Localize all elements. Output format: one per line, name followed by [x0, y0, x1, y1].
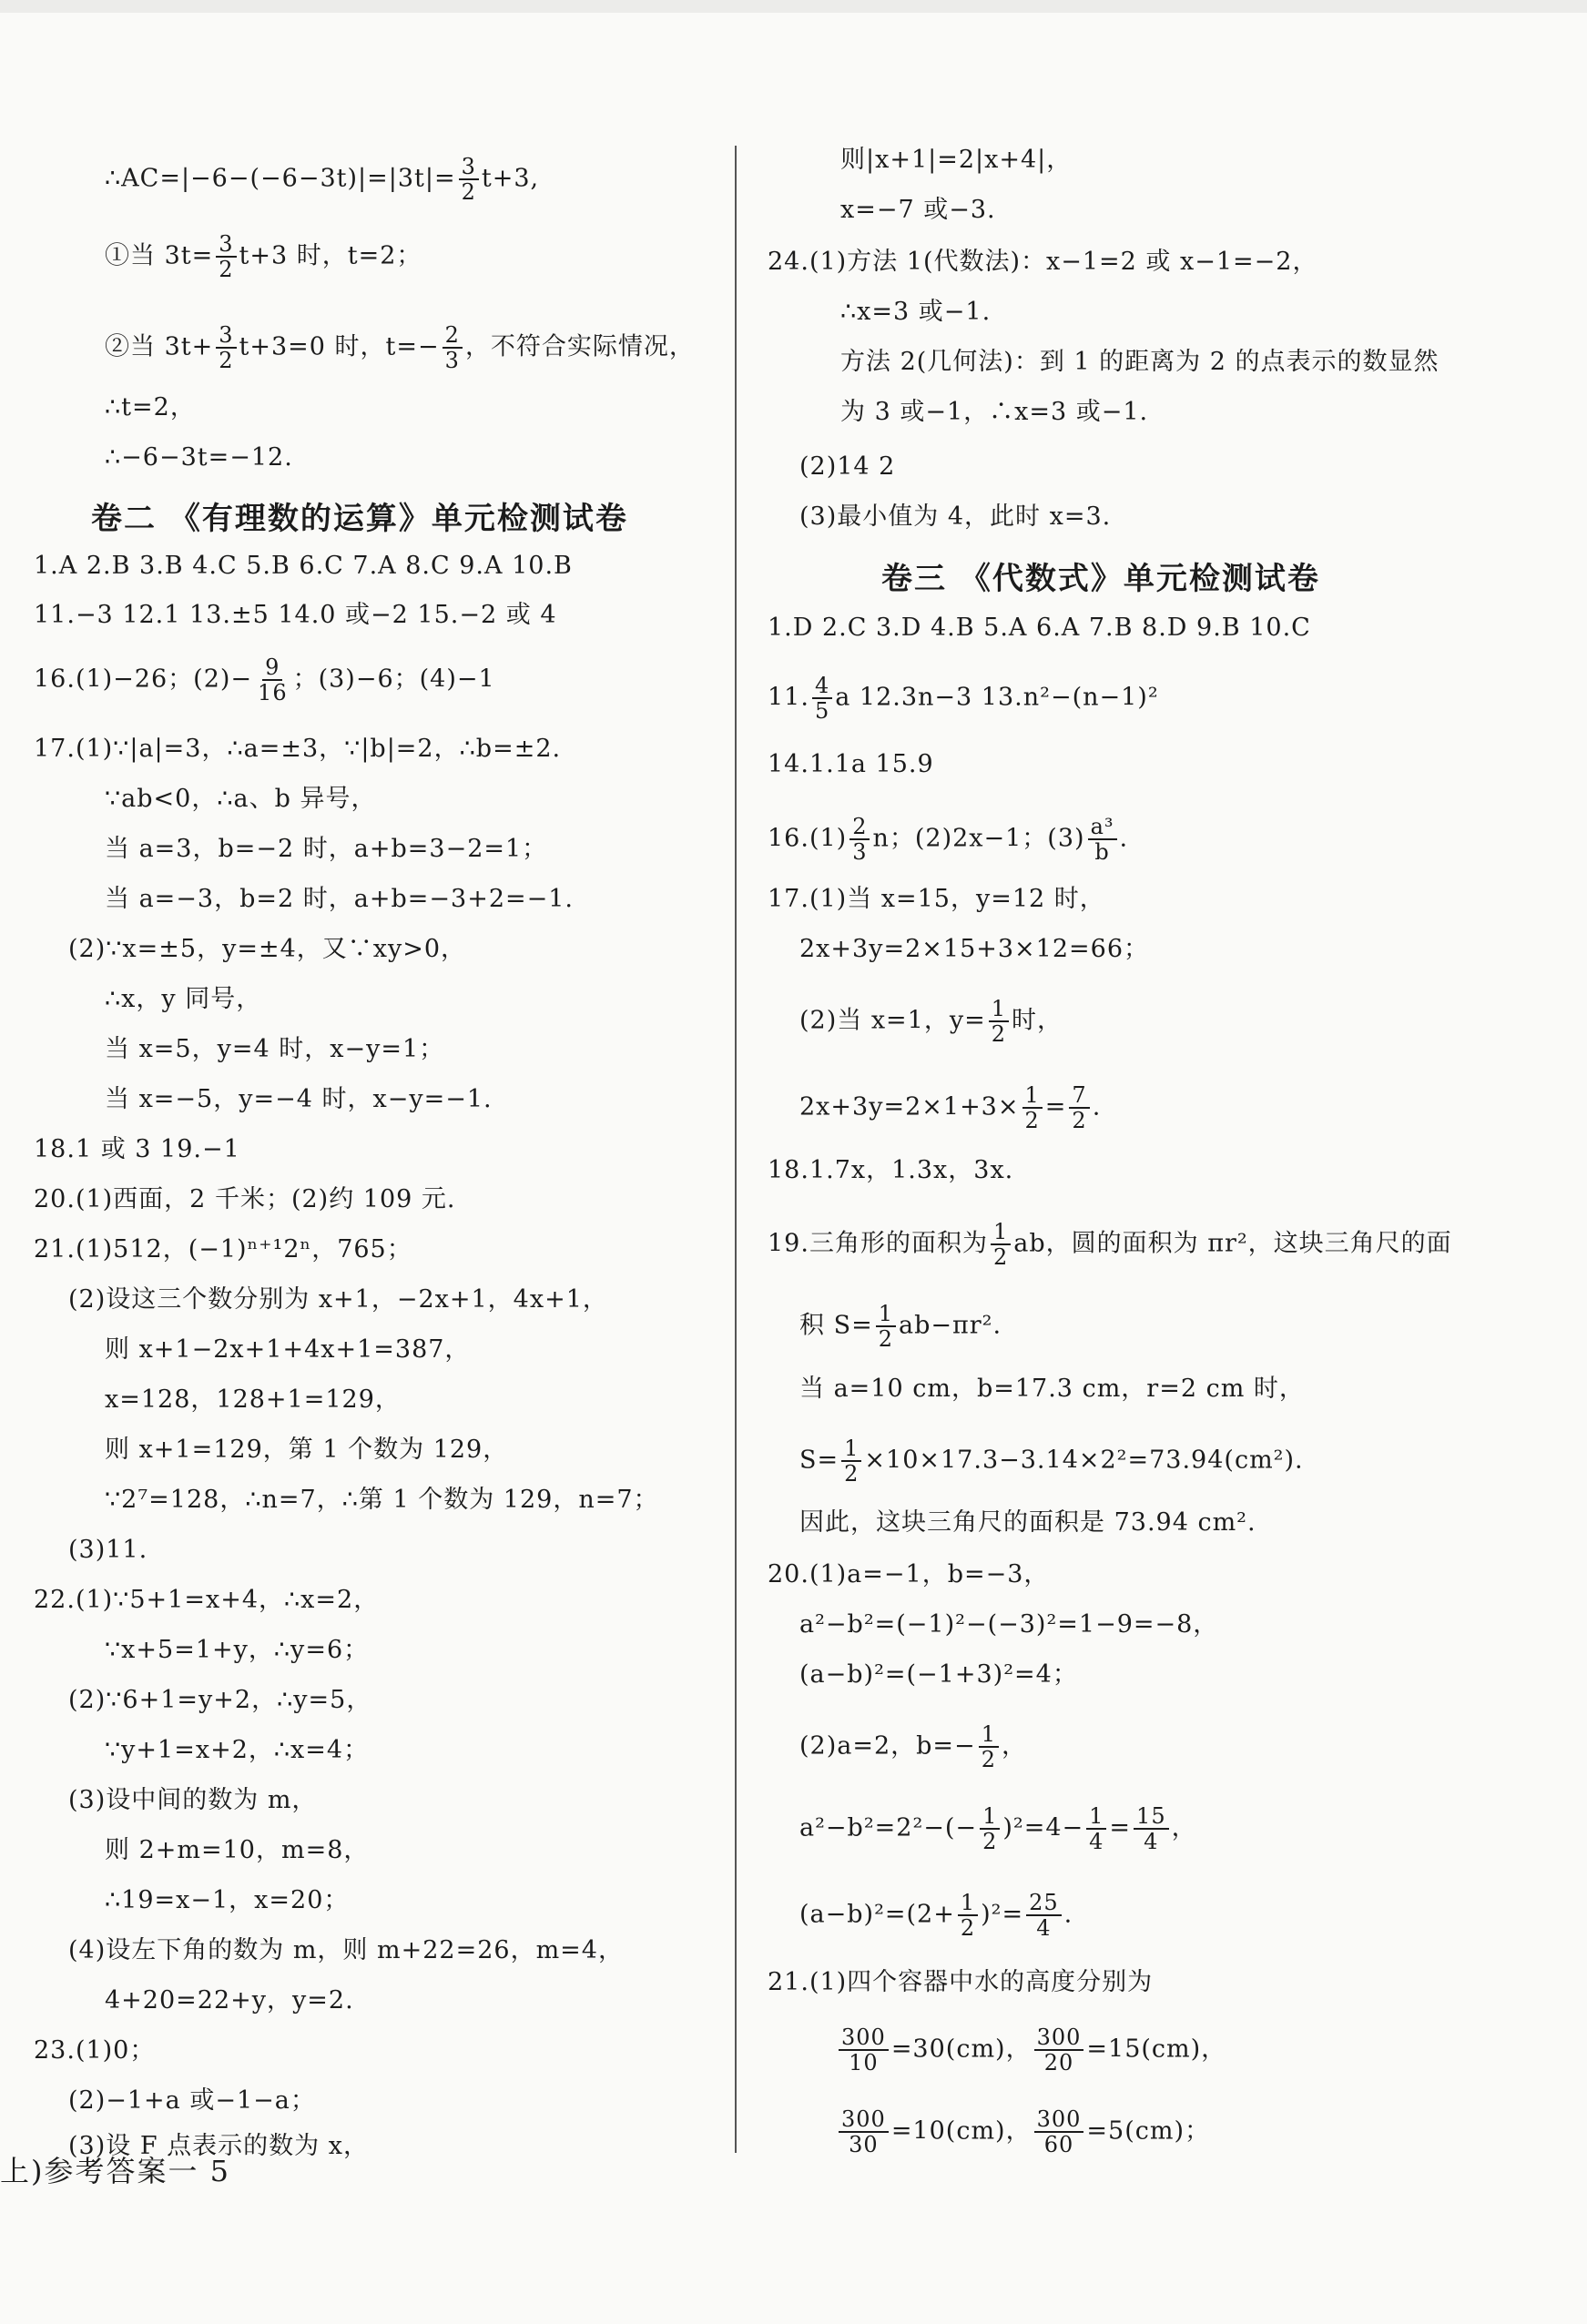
column-divider	[735, 146, 737, 2153]
text-line: 1.D 2.C 3.D 4.B 5.A 6.A 7.B 8.D 9.B 10.C	[768, 614, 1311, 642]
text-line: 为 3 或−1，∴x=3 或−1.	[840, 398, 1149, 426]
text-line: 20.(1)a=−1，b=−3，	[768, 1560, 1050, 1588]
text-line: 18.1.7x，1.3x，3x.	[768, 1156, 1014, 1184]
text-line: 当 a=−3，b=2 时，a+b=−3+2=−1.	[105, 885, 575, 913]
text-line: 20.(1)西面，2 千米；(2)约 109 元.	[34, 1185, 456, 1213]
text-line: ∴x，y 同号，	[105, 985, 262, 1013]
fraction: $\frac{2}{3}$	[849, 815, 870, 864]
fraction: $\frac{25}{4}$	[1026, 1891, 1062, 1940]
text-line: 17.(1)当 x=15，y=12 时，	[768, 885, 1105, 913]
text-line: x=128，128+1=129，	[105, 1385, 401, 1414]
fraction: $\frac{1}{2}$	[958, 1891, 978, 1940]
text-line: 方法 2(几何法)：到 1 的距离为 2 的点表示的数显然	[840, 348, 1439, 376]
fraction: $\frac{1}{2}$	[989, 997, 1009, 1046]
text-line: ∵2⁷=128，∴n=7，∴第 1 个数为 129，n=7；	[105, 1486, 659, 1514]
text-line: 则 2+m=10，m=8，	[105, 1836, 370, 1864]
fraction: $\frac{300}{10}$	[839, 2025, 889, 2075]
text-line: (4)设左下角的数为 m，则 m+22=26，m=4，	[68, 1936, 624, 1964]
text-line: (a−b)²=(−1+3)²=4；	[799, 1660, 1078, 1689]
text-line: ∴t=2，	[105, 393, 196, 421]
text-line: 21.(1)四个容器中水的高度分别为	[768, 1968, 1154, 1996]
text-line: ∵y+1=x+2，∴x=4；	[105, 1736, 370, 1764]
text-line: 当 x=−5，y=−4 时，x−y=−1.	[105, 1085, 493, 1113]
text-line: 11.−3 12.1 13.±5 14.0 或−2 15.−2 或 4	[34, 601, 557, 629]
text-line: ∵ab<0，∴a、b 异号，	[105, 785, 377, 813]
text-line: a²−b²=(−1)²−(−3)²=1−9=−8，	[799, 1610, 1219, 1639]
fraction: $\frac{1}{4}$	[1086, 1804, 1106, 1853]
text-line: 积 S= $\frac{1}{2}$ ab−πr².	[799, 1301, 1002, 1352]
text-line: a²−b²=2²−(− $\frac{1}{2}$ )²=4− $\frac{1}{4}$ = $\frac{15}{4}$ ，	[799, 1803, 1197, 1854]
text-line: 2x+3y=2×1+3× $\frac{1}{2}$ = $\frac{7}{2}$ .	[799, 1082, 1102, 1133]
text-line: ∵x+5=1+y，∴y=6；	[105, 1636, 370, 1664]
section-heading: 卷二 《有理数的运算》单元检测试卷	[91, 501, 628, 537]
text-line: (2)a=2，b=− $\frac{1}{2}$ ，	[799, 1721, 1027, 1772]
fraction: $\frac{4}{5}$	[812, 674, 832, 723]
text-line: 14.1.1a 15.9	[768, 750, 934, 778]
text-line: 16.(1) $\frac{2}{3}$ n；(2)2x−1；(3) $\frac{\text{a³}}{b}$ .	[768, 814, 1129, 865]
text-line: (2)−1+a 或−1−a；	[68, 2086, 316, 2115]
text-line: 21.(1)512，(−1)ⁿ⁺¹2ⁿ，765；	[34, 1235, 412, 1263]
fraction: $\frac{300}{20}$	[1034, 2025, 1084, 2075]
text-line: x=−7 或−3.	[840, 196, 996, 224]
fraction: $\frac{\text{a³}}{b}$	[1088, 815, 1117, 864]
text-line: $\frac{300}{10}$ =30(cm)， $\frac{300}{20}$ =15(cm)，	[836, 2025, 1226, 2075]
text-line: 4+20=22+y，y=2.	[105, 1986, 354, 2014]
text-line: 17.(1)∵|a|=3，∴a=±3，∵|b|=2，∴b=±2.	[34, 735, 562, 763]
text-line: (2)14 2	[799, 452, 896, 481]
fraction: $\frac{1}{2}$	[876, 1302, 896, 1351]
fraction: $\frac{300}{60}$	[1034, 2107, 1084, 2157]
text-line: 22.(1)∵5+1=x+4，∴x=2，	[34, 1586, 380, 1614]
fraction: $\frac{9}{16}$	[258, 655, 288, 705]
text-line: ∴−6−3t=−12.	[105, 443, 293, 472]
text-line: ∴19=x−1，x=20；	[105, 1886, 350, 1914]
text-line: 则 x+1−2x+1+4x+1=387，	[105, 1335, 471, 1364]
top-edge	[0, 0, 1587, 13]
fraction: $\frac{3}{2}$	[216, 232, 236, 281]
text-line: 16.(1)−26；(2)− $\frac{9}{16}$ ；(3)−6；(4)−1	[34, 655, 495, 705]
fraction: $\frac{300}{30}$	[839, 2107, 889, 2157]
text-line: (2)∵6+1=y+2，∴y=5，	[68, 1686, 372, 1714]
text-line: (2)当 x=1，y= $\frac{1}{2}$ 时，	[799, 996, 1063, 1047]
section-heading: 卷三 《代数式》单元检测试卷	[881, 561, 1320, 597]
text-line: (3)11.	[68, 1536, 148, 1564]
text-line: 因此，这块三角尺的面积是 73.94 cm².	[799, 1508, 1256, 1537]
text-line: ②当 3t+ $\frac{3}{2}$ t+3=0 时，t=− $\frac{2}{3}$ ，不符合实际情况，	[105, 322, 695, 373]
fraction: $\frac{3}{2}$	[216, 323, 236, 372]
fraction: $\frac{3}{2}$	[459, 155, 479, 204]
text-line: $\frac{300}{30}$ =10(cm)， $\frac{300}{60}$ =5(cm)；	[836, 2107, 1210, 2157]
text-line: ∴x=3 或−1.	[840, 298, 992, 326]
text-line: 1.A 2.B 3.B 4.C 5.B 6.C 7.A 8.C 9.A 10.B	[34, 552, 573, 580]
text-line: 18.1 或 3 19.−1	[34, 1135, 240, 1163]
fraction: $\frac{2}{3}$	[443, 323, 463, 372]
text-line: (3)最小值为 4，此时 x=3.	[799, 502, 1112, 531]
text-line: 24.(1)方法 1(代数法)：x−1=2 或 x−1=−2，	[768, 248, 1318, 276]
text-line: 19.三角形的面积为 $\frac{1}{2}$ ab，圆的面积为 πr²，这块三角尺的面	[768, 1219, 1452, 1270]
text-line: 则|x+1|=2|x+4|，	[840, 146, 1073, 174]
text-line: (2)∵x=±5，y=±4，又∵xy>0，	[68, 935, 467, 963]
text-line: 当 x=5，y=4 时，x−y=1；	[105, 1035, 445, 1063]
page-footer: 上)参考答案一 5	[0, 2154, 231, 2188]
text-line: 23.(1)0；	[34, 2036, 156, 2065]
fraction: $\frac{1}{2}$	[991, 1220, 1011, 1269]
text-line: ①当 3t= $\frac{3}{2}$ t+3 时，t=2；	[105, 231, 422, 282]
text-line: 11. $\frac{4}{5}$ a 12.3n−3 13.n²−(n−1)²	[768, 673, 1159, 724]
text-line: 则 x+1=129，第 1 个数为 129，	[105, 1436, 509, 1464]
fraction: $\frac{15}{4}$	[1134, 1804, 1169, 1853]
text-line: (2)设这三个数分别为 x+1，−2x+1，4x+1，	[68, 1285, 608, 1314]
text-line: 2x+3y=2×15+3×12=66；	[799, 935, 1150, 963]
fraction: $\frac{1}{2}$	[841, 1436, 861, 1486]
text-line: ∴AC=|−6−(−6−3t)|=|3t|= $\frac{3}{2}$ t+3,	[105, 154, 540, 205]
text-line: (3)设 F 点表示的数为 x，	[68, 2132, 369, 2160]
fraction: $\frac{1}{2}$	[980, 1804, 1000, 1853]
text-line: S= $\frac{1}{2}$ ×10×17.3−3.14×2²=73.94(cm²).	[799, 1436, 1304, 1487]
fraction: $\frac{7}{2}$	[1069, 1083, 1089, 1132]
text-line: (a−b)²=(2+ $\frac{1}{2}$ )²= $\frac{25}{4}$ .	[799, 1890, 1073, 1941]
text-line: 当 a=3，b=−2 时，a+b=3−2=1；	[105, 835, 548, 863]
text-line: (3)设中间的数为 m，	[68, 1786, 318, 1814]
fraction: $\frac{1}{2}$	[979, 1722, 999, 1771]
text-line: 当 a=10 cm，b=17.3 cm，r=2 cm 时，	[799, 1375, 1305, 1403]
fraction: $\frac{1}{2}$	[1022, 1083, 1043, 1132]
